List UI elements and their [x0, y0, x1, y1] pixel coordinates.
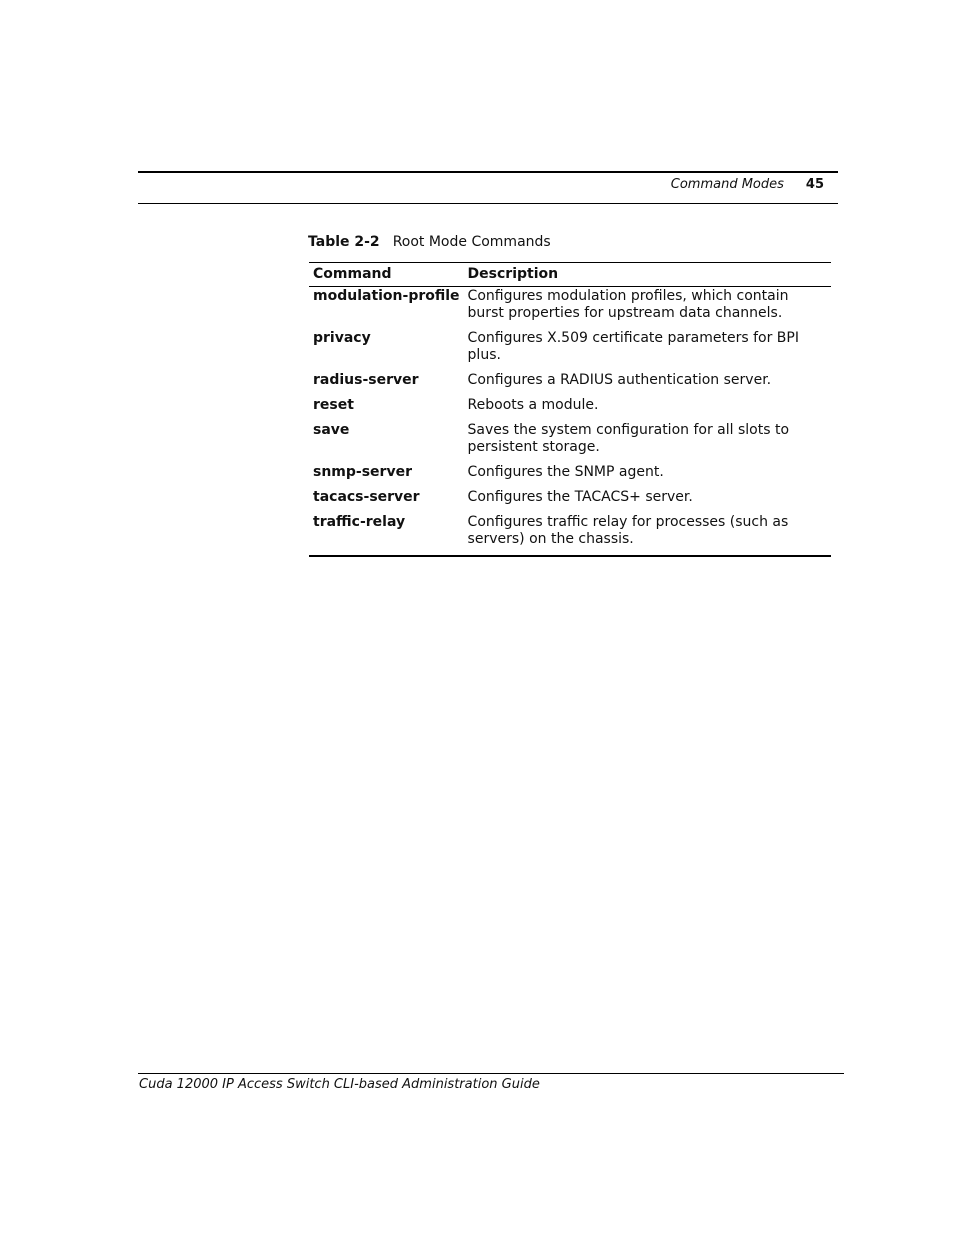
table-row	[309, 287, 831, 329]
section-name: Command Modes	[670, 177, 784, 192]
header-rule-top	[138, 171, 838, 173]
table-caption-number: Table 2-2	[308, 234, 380, 250]
footer-rule	[138, 1073, 844, 1074]
description-cell: Configures modulation profiles, which contain burst properties for upstream data channels.	[467, 288, 789, 321]
command-cell: save	[313, 422, 350, 438]
description-cell: Configures a RADIUS authentication server.	[467, 372, 772, 388]
description-cell: Saves the system configuration for all slots to persistent storage.	[467, 422, 790, 455]
table-header-row	[309, 263, 831, 287]
command-cell: tacacs-server	[313, 489, 420, 505]
description-cell: Reboots a module.	[467, 397, 599, 413]
description-cell: Configures traffic relay for processes (such as servers) on the chassis.	[467, 514, 789, 547]
root-mode-commands-table	[309, 262, 831, 557]
column-header-command: Command	[309, 263, 464, 287]
description-cell: Configures X.509 certificate parameters for BPI plus.	[467, 330, 799, 363]
table-row	[309, 462, 831, 487]
table-row	[309, 395, 831, 420]
table-row	[309, 420, 831, 462]
table-caption	[308, 234, 551, 250]
table-row	[309, 512, 831, 556]
footer-book-title: Cuda 12000 IP Access Switch CLI-based Administration Guide	[139, 1077, 540, 1092]
command-cell: reset	[313, 397, 354, 413]
description-cell: Configures the SNMP agent.	[467, 464, 664, 480]
header-rule-bottom	[138, 203, 838, 204]
command-cell: privacy	[313, 330, 371, 346]
command-cell: snmp-server	[313, 464, 412, 480]
command-cell: traffic-relay	[313, 514, 406, 530]
command-cell: radius-server	[313, 372, 419, 388]
description-cell: Configures the TACACS+ server.	[467, 489, 693, 505]
column-header-description: Description	[464, 263, 831, 287]
running-head	[671, 177, 824, 192]
page-number: 45	[805, 177, 824, 192]
table-caption-title: Root Mode Commands	[392, 234, 551, 250]
table-row	[309, 328, 831, 370]
table-row	[309, 370, 831, 395]
command-cell: modulation-profile	[313, 288, 460, 304]
table-row	[309, 487, 831, 512]
